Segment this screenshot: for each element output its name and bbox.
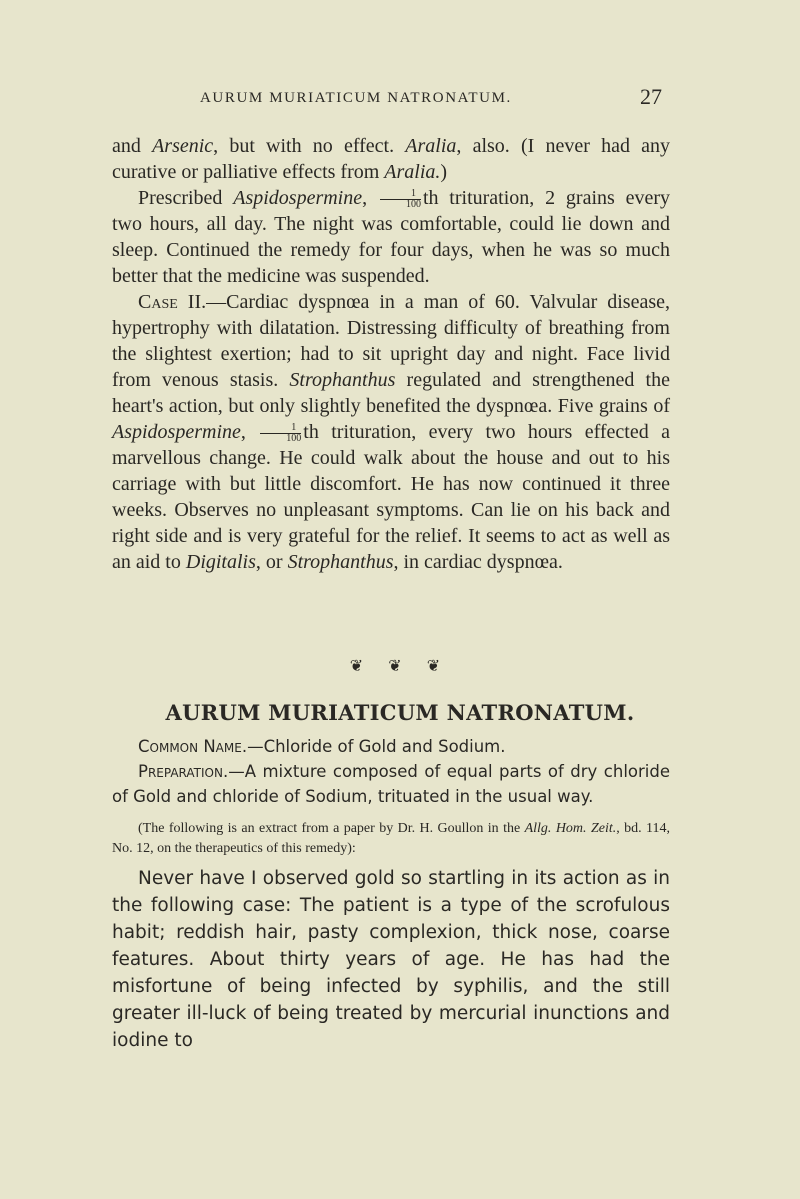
paragraph-1: [112, 133, 670, 185]
italic-term: Arsenic: [152, 135, 214, 157]
text-run: , also. (I never had any curative or palliative effects from: [112, 135, 670, 183]
text-run: , bd. 114, No. 12, on the therapeutics of this remedy):: [112, 821, 671, 856]
preparation-value: —A mixture composed of equal parts of dry chloride of Gold and chloride of Sodium, trituated in the usual way.: [112, 762, 670, 806]
text-run: (The following is an extract from a paper by Dr. H. Goullon in the: [138, 821, 525, 836]
italic-term: Aralia.: [384, 161, 441, 183]
paragraph-2: Prescribed Aspidospermine, $\frac{1}{100}$ th trituration, 2 grains every two hours, all day. The night was comfortable, could lie down and sleep. Continued the remedy for four days, when he was so much better that the medicine was suspended.: [112, 187, 671, 287]
text-run: , or: [255, 551, 288, 573]
fraction: [260, 423, 301, 444]
section-ornament: ❦ ❦ ❦: [349, 656, 451, 675]
preparation-line: [112, 759, 670, 809]
italic-term: Aralia: [405, 135, 457, 157]
preparation-label: Preparation.: [138, 762, 229, 781]
case-label: Case: [138, 291, 178, 313]
text-run: , but with no effect.: [213, 135, 406, 157]
text-run: th trituration, 2 grains every two hours, all day. The night was comfortable, could lie down and sleep. Continued the remedy for four days, when he was so much better that the medicine was suspended.: [112, 187, 671, 287]
italic-term: Aspidospermine: [112, 421, 241, 443]
text-run: regulated and strengthened the heart's action, but only slightly benefited the dyspnœa. Five grains of: [112, 369, 670, 417]
text-run: II.—Cardiac dyspnœa in a man of 60. Valvular disease, hypertrophy with dilatation. Distressing difficulty of breathing from the slightest exertion; had to sit upright day and night. Face livid from venous stasis.: [112, 291, 670, 391]
text-run: ,: [240, 421, 259, 443]
text-run: th trituration, every two hours effected a marvellous change. He could walk about the house and out to his carriage with but little discomfort. He has now continued it three weeks. Observes no unpleasant symptoms. Can lie on his back and right side and is very grateful for the relief. It seems to act as well as an aid to: [112, 421, 671, 573]
fraction-denominator: 100: [286, 432, 302, 444]
running-title: AURUM MURIATICUM NATRONATUM.: [200, 90, 512, 106]
section-body: [112, 734, 670, 1054]
text-run: , in cardiac dyspnœa.: [393, 551, 563, 573]
fraction: [380, 189, 421, 210]
case-text: [112, 133, 670, 575]
italic-term: Digitalis: [185, 551, 256, 573]
paragraph-3: [112, 289, 670, 575]
italic-term: Strophanthus: [289, 369, 396, 391]
common-name-line: [112, 734, 670, 759]
main-paragraph: Never have I observed gold so startling in its action as in the following case: The patient is a type of the scrofulous habit; reddish hair, pasty complexion, thick nose, coarse features. About thirty years of age. He has had the misfortune of being infected by syphilis, and the still greater ill-luck of being treated by mercurial inunctions and iodine to: [112, 868, 670, 1051]
source-note: [112, 819, 670, 859]
journal-name: Allg. Hom. Zeit.: [524, 821, 617, 836]
text-run: Prescribed: [138, 187, 234, 209]
fraction-numerator: 1: [260, 423, 301, 434]
common-name-value: —Chloride of Gold and Sodium.: [247, 737, 506, 756]
text-run: ): [440, 161, 448, 183]
text-run: and: [112, 135, 153, 157]
italic-term: Strophanthus: [287, 551, 394, 573]
italic-term: Aspidospermine: [233, 187, 363, 209]
common-name-label: Common Name.: [138, 737, 248, 756]
section-title: AURUM MURIATICUM NATRONATUM.: [165, 700, 635, 725]
fraction-denominator: 100: [405, 198, 421, 210]
fraction-numerator: 1: [380, 189, 421, 200]
running-header: [0, 84, 800, 114]
page-number: 27: [640, 84, 662, 109]
